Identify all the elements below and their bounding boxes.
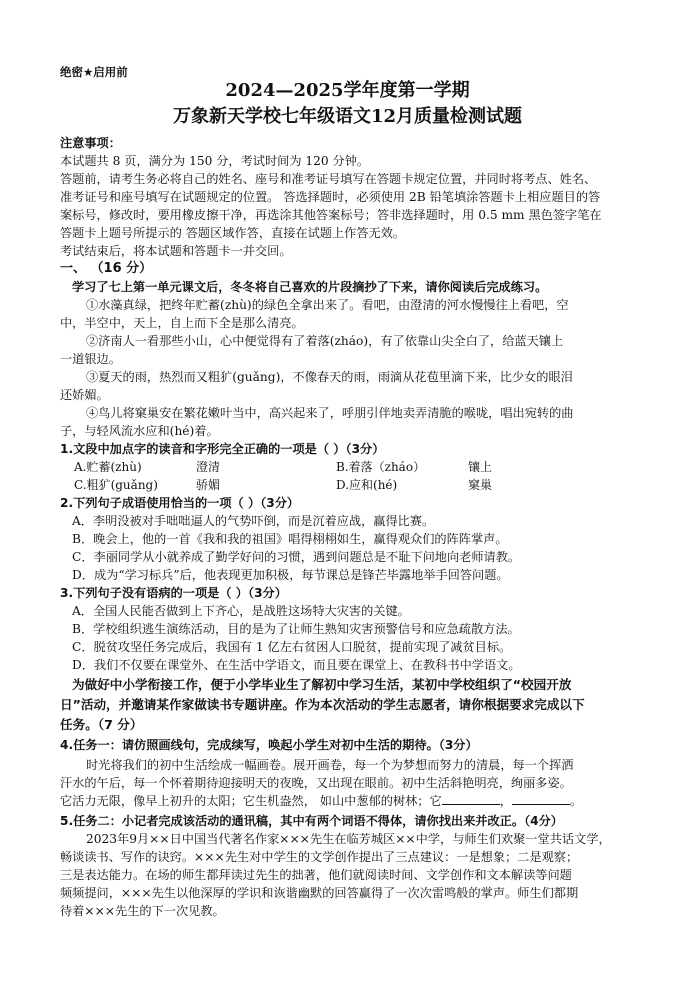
q2-option: D．成为“学习标兵”后，他表现更加积极，每节课总是锋芒毕露地举手回答问题。 [72, 568, 509, 582]
confidential-tag: 绝密★启用前 [60, 65, 128, 79]
passage-line: 一道银边。 [60, 352, 121, 366]
activity-intro-line: 日”活动，并邀请某作家做读书专题讲座。作为本次活动的学生志愿者，请你根据要求完成以下 [60, 697, 585, 712]
passage-line: ④鸟儿将窠巢安在繁花嫩叶当中，高兴起来了，呼朋引伴地卖弄清脆的喉咙，唱出宛转的曲 [86, 406, 574, 420]
question-2-stem: 2.下列句子成语使用恰当的一项（ ）（3分） [60, 496, 300, 510]
q5-text-line: 三是表达能力。在场的师生都拜读过先生的拙著，他们就阅读时间、文学创作和文本解读等问题 [60, 868, 572, 882]
q1-option-b: B.着落（zháo） [336, 460, 426, 474]
q4-text-line-content: 它活力无限，像早上初升的太阳；它生机盎然， 如山中葱郁的树林；它 [60, 794, 442, 808]
question-4-stem: 4.任务一：请仿照画线句，完成续写，唤起小学生对初中生活的期待。（3分） [60, 738, 478, 752]
exam-title-line1: 2024—2025学年度第一学期 [225, 80, 470, 101]
section-intro: 学习了七上第一单元课文后，冬冬将自己喜欢的片段摘抄了下来，请你阅读后完成练习。 [72, 280, 548, 294]
q5-text-line: 2023年9月××日中国当代著名作家×××先生在临芳城区××中学，与师生们欢聚一堂共话文学， [86, 832, 611, 846]
passage-line: 中，半空中，天上，自上而下全是那么清亮。 [60, 316, 304, 330]
q4-text-line: 汗水的午后，每一个怀着期待迎接明天的夜晚，又出现在眼前。初中生活斜艳明亮，绚丽多姿。 [60, 776, 572, 790]
q1-option-a-word: 澄清 [196, 460, 221, 474]
q1-option-c: C.粗犷(guǎng) [74, 478, 158, 492]
q5-text-line: 畅谈读书、写作的诀窍。×××先生对中学生的文学创作提出了三点建议：一是想象；二是观察； [60, 850, 579, 864]
section-heading: 一、 （16 分） [60, 261, 153, 276]
answer-blank[interactable] [442, 792, 500, 805]
q2-option: B．晚会上，他的一首《我和我的祖国》唱得栩栩如生，赢得观众们的阵阵掌声。 [72, 532, 508, 546]
passage-line: 还娇媚。 [60, 388, 109, 402]
notes-line: 本试题共 8 页，满分为 150 分，考试时间为 120 分钟。 [60, 154, 370, 168]
q2-option: C．李丽同学从小就养成了勤学好问的习惯，遇到问题总是不耻下问地向老师请教。 [72, 550, 521, 564]
q2-option: A．李明没被对手咄咄逼人的气势吓倒，而是沉着应战，赢得比赛。 [72, 514, 435, 528]
q1-option-a: A.贮蓄(zhù) [74, 460, 142, 474]
q4-text-line: 它活力无限，像早上初升的太阳；它生机盎然， 如山中葱郁的树林；它 ， 。 [60, 794, 583, 808]
passage-line: ③夏天的雨，热烈而又粗犷(guǎng)，不像春天的雨，雨滴从花苞里滴下来，比少女的眼泪 [86, 370, 573, 384]
notes-line: 考试结束后，将本试题和答题卡一并交回。 [60, 244, 292, 258]
q3-option: A．全国人民能否做到上下齐心，是战胜这场特大灾害的关键。 [72, 604, 410, 618]
q1-option-c-word: 骄媚 [196, 478, 221, 492]
q3-option: C．脱贫攻坚任务完成后，我国有 1 亿左右贫困人口脱贫，提前实现了减贫目标。 [72, 640, 512, 654]
passage-line: ①水藻真绿，把终年贮蓄(zhù)的绿色全拿出来了。看吧，由澄清的河水慢慢往上看吧，空 [86, 298, 569, 312]
q1-option-d: D.应和(hé) [336, 478, 398, 492]
q5-text-line: 频频提问，×××先生以他深厚的学识和诙谐幽默的回答赢得了一次次雷鸣般的掌声。师生们都期 [60, 886, 579, 900]
notes-heading: 注意事项： [60, 136, 121, 150]
notes-line: 准考证号和座号填写在试题规定的位置。 答选择题时，必须使用 2B 铅笔填涂答题卡上相应题目的答 [60, 190, 601, 204]
q5-text-line: 待着×××先生的下一次见教。 [60, 904, 225, 918]
exam-title-line2: 万象新天学校七年级语文12月质量检测试题 [172, 106, 523, 127]
answer-blank[interactable] [512, 792, 570, 805]
q3-option: B．学校组织逃生演练活动，目的是为了让师生熟知灾害预警信号和应急疏散方法。 [72, 622, 520, 636]
notes-line: 案标号，修改时，要用橡皮擦干净，再选涂其他答案标号；答非选择题时，用 0.5 mm 黑色签字笔在 [60, 208, 602, 222]
question-1-stem: 1.文段中加点字的读音和字形完全正确的一项是（ ）（3分） [60, 442, 385, 456]
passage-line: ②济南人一看那些小山，心中便觉得有了着落(zháo)，有了依靠山尖全白了，给蓝天镶上 [86, 334, 564, 348]
q1-option-b-word: 镶上 [468, 460, 493, 474]
notes-line: 答题卡上题号所提示的 答题区域作答，直接在试题上作答无效。 [60, 226, 406, 240]
activity-intro-line: 为做好中小学衔接工作，便于小学毕业生了解初中学习生活，某初中学校组织了“校园开放 [72, 677, 572, 692]
question-3-stem: 3.下列句子没有语病的一项是（ ）（3分） [60, 586, 287, 600]
q1-option-d-word: 窠巢 [468, 478, 493, 492]
notes-line: 答题前，请考生务必将自己的姓名、座号和准考证号填写在答题卡规定位置，并同时将考点、姓名、 [60, 172, 597, 186]
question-5-stem: 5.任务二：小记者完成该活动的通讯稿，其中有两个词语不得体，请你找出来并改正。（4分） [60, 814, 563, 828]
q4-text-line: 时光将我们的初中生活绘成一幅画卷。展开画卷，每一个为梦想而努力的清晨，每一个挥洒 [86, 758, 574, 772]
passage-line: 子，与轻风流水应和(hé)着。 [60, 424, 219, 438]
activity-intro-line: 任务。（7 分） [60, 717, 143, 732]
q3-option: D．我们不仅要在课堂外、在生活中学语文，而且要在课堂上、在教科书中学语文。 [72, 658, 521, 672]
